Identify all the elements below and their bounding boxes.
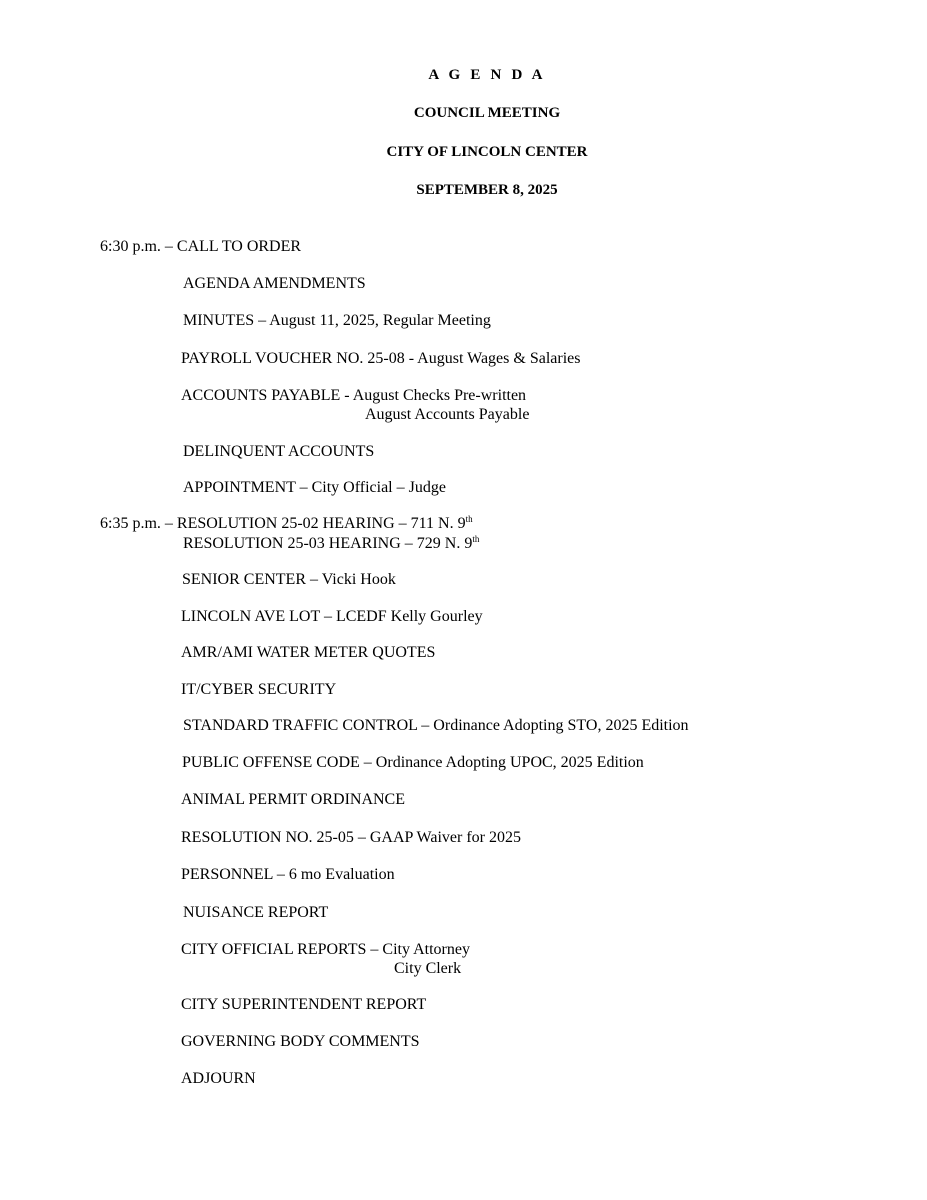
resolution-25-05-item: RESOLUTION NO. 25-05 – GAAP Waiver for 2025 [181, 829, 522, 846]
accounts-payable-subitem: August Accounts Payable [365, 406, 530, 423]
meeting-date: SEPTEMBER 8, 2025 [416, 182, 558, 198]
personnel-item: PERSONNEL – 6 mo Evaluation [181, 866, 395, 883]
lincoln-ave-lot-item: LINCOLN AVE LOT – LCEDF Kelly Gourley [181, 608, 483, 625]
appointment-item: APPOINTMENT – City Official – Judge [183, 479, 446, 496]
ordinal-suffix: th [465, 514, 473, 524]
official-reports-subitem: City Clerk [394, 960, 462, 977]
accounts-payable-item: ACCOUNTS PAYABLE - August Checks Pre-written [181, 387, 527, 404]
superintendent-report-item: CITY SUPERINTENDENT REPORT [181, 996, 427, 1013]
agenda-title: A G E N D A [428, 67, 546, 83]
delinquent-accounts-item: DELINQUENT ACCOUNTS [183, 443, 375, 460]
resolution-hearing-1 [100, 515, 473, 533]
water-meter-quotes-item: AMR/AMI WATER METER QUOTES [181, 644, 436, 661]
minutes-item: MINUTES – August 11, 2025, Regular Meeting [183, 312, 491, 329]
ordinal-suffix: th [472, 534, 480, 544]
payroll-voucher-item: PAYROLL VOUCHER NO. 25-08 - August Wages & Salaries [181, 350, 581, 367]
call-to-order: 6:30 p.m. – CALL TO ORDER [100, 238, 302, 255]
official-reports-item: CITY OFFICIAL REPORTS – City Attorney [181, 941, 470, 958]
it-cyber-security-item: IT/CYBER SECURITY [181, 681, 337, 698]
adjourn-item: ADJOURN [181, 1070, 256, 1087]
agenda-amendments: AGENDA AMENDMENTS [183, 275, 366, 292]
governing-body-item: GOVERNING BODY COMMENTS [181, 1033, 420, 1050]
animal-permit-item: ANIMAL PERMIT ORDINANCE [181, 791, 405, 808]
senior-center-item: SENIOR CENTER – Vicki Hook [182, 571, 396, 588]
public-offense-code-item: PUBLIC OFFENSE CODE – Ordinance Adopting UPOC, 2025 Edition [182, 754, 644, 771]
meeting-type: COUNCIL MEETING [413, 105, 561, 121]
resolution-hearing-2 [183, 535, 479, 553]
resolution-hearing-2-text: RESOLUTION 25-03 HEARING – 729 N. 9 [183, 535, 473, 552]
resolution-hearing-1-text: 6:35 p.m. – RESOLUTION 25-02 HEARING – 711 N. 9 [100, 515, 466, 532]
city-name: CITY OF LINCOLN CENTER [386, 144, 588, 160]
traffic-control-item: STANDARD TRAFFIC CONTROL – Ordinance Adopting STO, 2025 Edition [183, 717, 689, 734]
nuisance-report-item: NUISANCE REPORT [183, 904, 329, 921]
